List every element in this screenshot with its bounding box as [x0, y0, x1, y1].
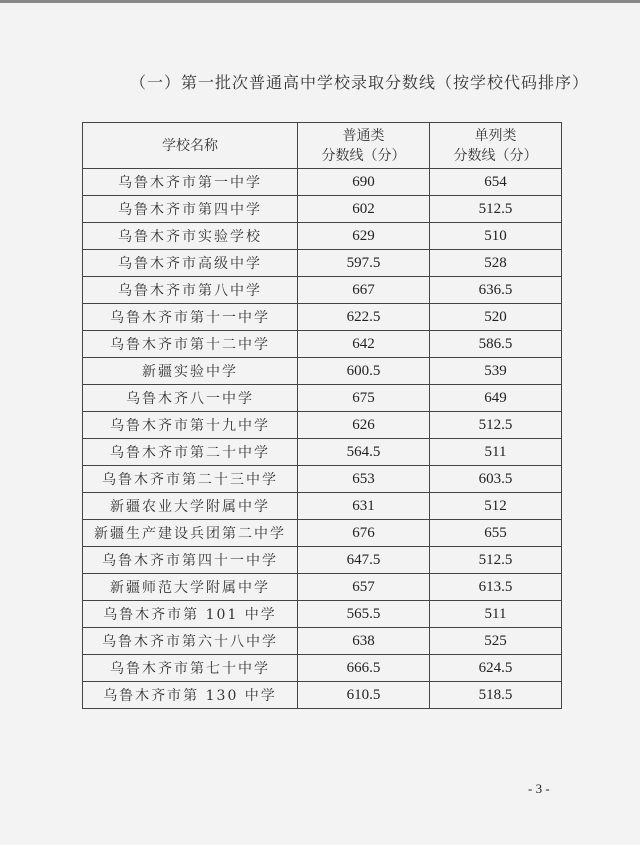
school-name-cell: 乌鲁木齐市第七十中学 [83, 655, 298, 682]
header-separate-line1: 单列类 [474, 127, 517, 144]
regular-score-cell: 653 [298, 466, 430, 493]
separate-score-cell: 613.5 [430, 574, 562, 601]
school-name-cell: 乌鲁木齐市第十一中学 [83, 304, 298, 331]
school-name-cell: 乌鲁木齐市第 130 中学 [83, 682, 298, 709]
regular-score-cell: 564.5 [298, 439, 430, 466]
regular-score-cell: 675 [298, 385, 430, 412]
regular-score-cell: 642 [298, 331, 430, 358]
table-row [83, 169, 562, 196]
separate-score-cell: 512 [430, 493, 562, 520]
table-row [83, 466, 562, 493]
page-number: - 3 - [528, 781, 550, 796]
table-row [83, 520, 562, 547]
separate-score-cell: 655 [430, 520, 562, 547]
separate-score-cell: 520 [430, 304, 562, 331]
school-name-cell: 乌鲁木齐八一中学 [83, 385, 298, 412]
regular-score-cell: 629 [298, 223, 430, 250]
school-name-cell: 乌鲁木齐市实验学校 [83, 223, 298, 250]
header-regular-score [298, 123, 430, 169]
table-row [83, 277, 562, 304]
separate-score-cell: 624.5 [430, 655, 562, 682]
school-name-cell: 新疆农业大学附属中学 [83, 493, 298, 520]
separate-score-cell: 654 [430, 169, 562, 196]
separate-score-cell: 511 [430, 601, 562, 628]
regular-score-cell: 666.5 [298, 655, 430, 682]
separate-score-cell: 649 [430, 385, 562, 412]
school-name-cell: 乌鲁木齐市第二十三中学 [83, 466, 298, 493]
table-row [83, 574, 562, 601]
school-name-cell: 乌鲁木齐市第四十一中学 [83, 547, 298, 574]
regular-score-cell: 690 [298, 169, 430, 196]
separate-score-cell: 586.5 [430, 331, 562, 358]
school-name-cell: 乌鲁木齐市第十二中学 [83, 331, 298, 358]
table-row [83, 358, 562, 385]
school-name-cell: 乌鲁木齐市第二十中学 [83, 439, 298, 466]
table-header-row [83, 123, 562, 169]
regular-score-cell: 602 [298, 196, 430, 223]
school-name-cell: 新疆生产建设兵团第二中学 [83, 520, 298, 547]
table-row [83, 493, 562, 520]
section-title: （一）第一批次普通高中学校录取分数线（按学校代码排序） [130, 73, 590, 92]
header-school-name: 学校名称 [83, 123, 298, 169]
regular-score-cell: 600.5 [298, 358, 430, 385]
separate-score-cell: 539 [430, 358, 562, 385]
school-name-cell: 乌鲁木齐市高级中学 [83, 250, 298, 277]
regular-score-cell: 667 [298, 277, 430, 304]
regular-score-cell: 622.5 [298, 304, 430, 331]
separate-score-cell: 636.5 [430, 277, 562, 304]
table-row [83, 655, 562, 682]
table-row [83, 682, 562, 709]
header-separate-line2: 分数线（分） [453, 147, 538, 164]
admission-score-table [82, 122, 562, 709]
regular-score-cell: 647.5 [298, 547, 430, 574]
regular-score-cell: 565.5 [298, 601, 430, 628]
school-name-cell: 乌鲁木齐市第四中学 [83, 196, 298, 223]
school-name-cell: 新疆师范大学附属中学 [83, 574, 298, 601]
separate-score-cell: 518.5 [430, 682, 562, 709]
header-regular-line2: 分数线（分） [321, 147, 406, 164]
regular-score-cell: 597.5 [298, 250, 430, 277]
separate-score-cell: 603.5 [430, 466, 562, 493]
table-row [83, 439, 562, 466]
table-row [83, 547, 562, 574]
table-row [83, 223, 562, 250]
school-name-cell: 新疆实验中学 [83, 358, 298, 385]
separate-score-cell: 512.5 [430, 547, 562, 574]
separate-score-cell: 512.5 [430, 196, 562, 223]
school-name-cell: 乌鲁木齐市第六十八中学 [83, 628, 298, 655]
scan-edge [0, 0, 640, 3]
school-name-cell: 乌鲁木齐市第十九中学 [83, 412, 298, 439]
separate-score-cell: 511 [430, 439, 562, 466]
table-row [83, 412, 562, 439]
school-name-cell: 乌鲁木齐市第一中学 [83, 169, 298, 196]
table-row [83, 601, 562, 628]
separate-score-cell: 510 [430, 223, 562, 250]
separate-score-cell: 512.5 [430, 412, 562, 439]
regular-score-cell: 676 [298, 520, 430, 547]
header-regular-line1: 普通类 [342, 127, 385, 144]
table-row [83, 196, 562, 223]
table-row [83, 385, 562, 412]
regular-score-cell: 638 [298, 628, 430, 655]
separate-score-cell: 528 [430, 250, 562, 277]
table-row [83, 628, 562, 655]
separate-score-cell: 525 [430, 628, 562, 655]
school-name-cell: 乌鲁木齐市第八中学 [83, 277, 298, 304]
regular-score-cell: 610.5 [298, 682, 430, 709]
table-row [83, 331, 562, 358]
school-name-cell: 乌鲁木齐市第 101 中学 [83, 601, 298, 628]
regular-score-cell: 626 [298, 412, 430, 439]
table-row [83, 250, 562, 277]
header-separate-score [430, 123, 562, 169]
regular-score-cell: 631 [298, 493, 430, 520]
table-row [83, 304, 562, 331]
regular-score-cell: 657 [298, 574, 430, 601]
